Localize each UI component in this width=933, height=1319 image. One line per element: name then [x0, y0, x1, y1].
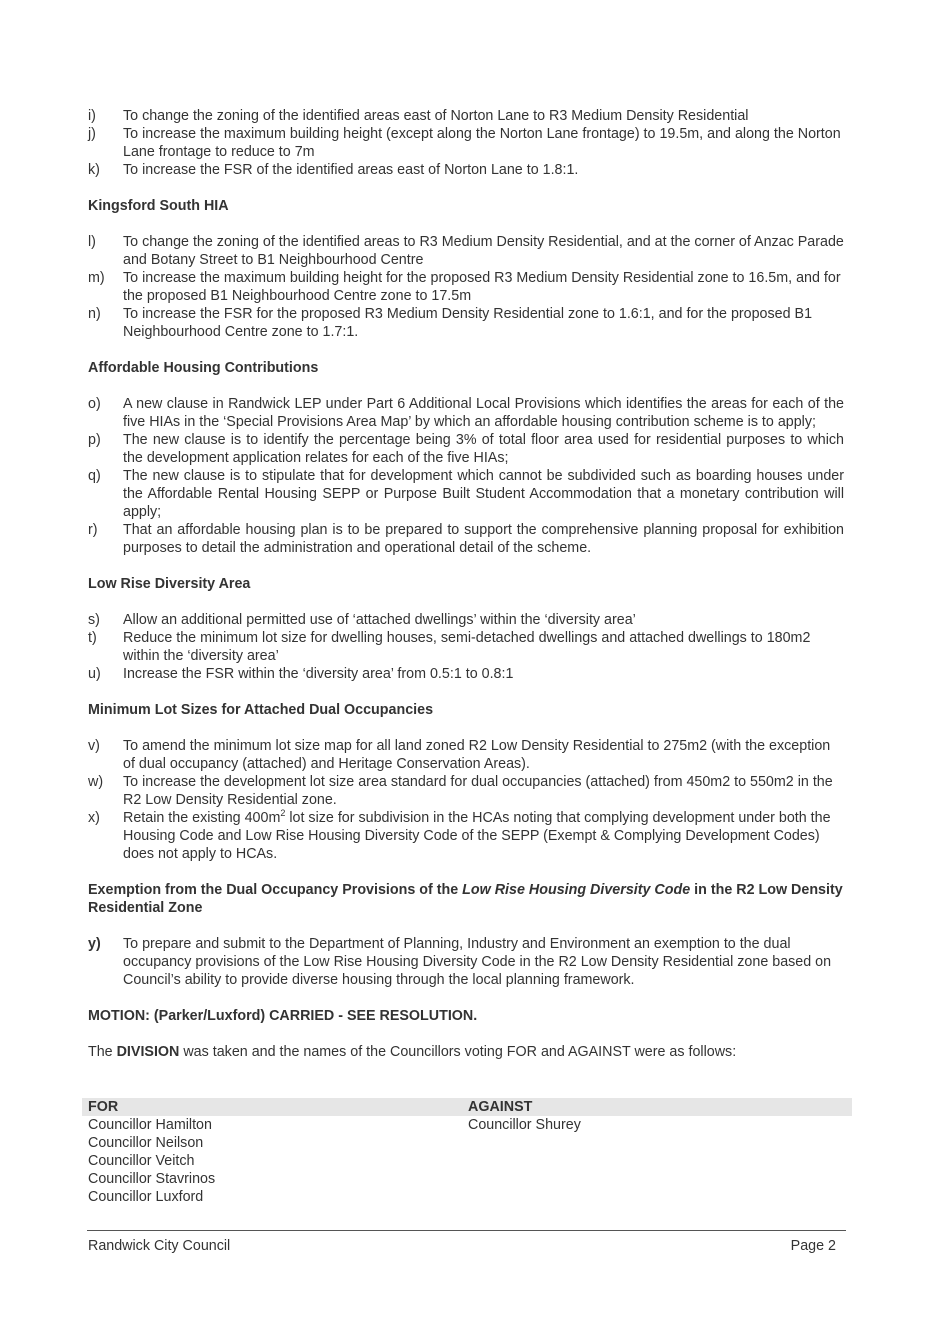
against-column: [468, 1116, 852, 1206]
against-header: AGAINST: [468, 1099, 533, 1115]
page-number: Page 2: [790, 1238, 836, 1254]
item-text: To increase the FSR of the identified areas east of Norton Lane to 1.8:1.: [123, 162, 579, 178]
list-item: [88, 935, 844, 989]
heading-part-1: Exemption from the Dual Occupancy Provisions of the: [88, 882, 463, 898]
item-text: The new clause is to identify the percentage being 3% of total floor area used for residential purposes to which the development application relates for each of the five HIAs;: [123, 432, 844, 466]
item-text: To change the zoning of the identified areas east of Norton Lane to R3 Medium Density Residential: [123, 108, 749, 124]
list-item: [88, 161, 844, 179]
item-marker: l): [88, 234, 96, 250]
item-marker: k): [88, 162, 100, 178]
item-text: To prepare and submit to the Department of Planning, Industry and Environment an exemption to the dual occupancy provisions of the Low Rise Housing Diversity Code in the R2 Low Density Residential zone based on Council’s ability to provide diverse housing through the local planning framework.: [123, 936, 832, 988]
list-item: [88, 233, 844, 269]
councillor-name: Councillor Hamilton: [88, 1117, 212, 1133]
footer-divider: [87, 1230, 846, 1231]
councillor-name: Councillor Stavrinos: [88, 1171, 216, 1187]
vote-table: [82, 1098, 852, 1206]
item-marker: t): [88, 630, 97, 646]
list-item: [88, 269, 844, 305]
motion-text: MOTION: (Parker/Luxford) CARRIED - SEE RESOLUTION.: [88, 1008, 478, 1024]
item-text: The new clause is to stipulate that for development which cannot be subdivided such as boarding houses under the Affordable Rental Housing SEPP or Purpose Built Student Accommodation that a monetary contribution will apply;: [123, 468, 844, 520]
footer-org: Randwick City Council: [88, 1238, 231, 1254]
councillor-name: Councillor Shurey: [468, 1117, 581, 1133]
list-section-1: [88, 107, 844, 179]
list-item: [88, 125, 844, 161]
division-before: The: [88, 1044, 117, 1060]
item-marker: x): [88, 810, 100, 826]
item-text: [123, 809, 844, 863]
item-text-before: Retain the existing 400m: [123, 810, 281, 826]
section-heading-affordable: Affordable Housing Contributions: [88, 360, 319, 376]
item-text: To increase the maximum building height (except along the Norton Lane frontage) to 19.5m, and along the Norton Lane frontage to reduce to 7m: [123, 126, 841, 160]
list-item: [88, 467, 844, 521]
item-marker: m): [88, 270, 105, 286]
item-marker: y): [88, 936, 101, 952]
division-text: [88, 1043, 844, 1061]
item-marker: s): [88, 612, 100, 628]
item-text-after: lot size for subdivision in the HCAs noting that complying development under both the Housing Code and Low Rise Housing Diversity Code of the SEPP (Exempt & Complying Development Codes) does not apply to HCAs.: [123, 810, 831, 862]
councillor-name: Councillor Neilson: [88, 1135, 204, 1151]
division-keyword: DIVISION: [116, 1044, 180, 1060]
superscript: 2: [280, 808, 286, 819]
section-heading-exemption: [88, 881, 844, 917]
item-marker: p): [88, 432, 101, 448]
section-heading-min-lot: Minimum Lot Sizes for Attached Dual Occupancies: [88, 702, 434, 718]
item-text: To increase the development lot size area standard for dual occupancies (attached) from 450m2 to 550m2 in the R2 Low Density Residential zone.: [123, 774, 833, 808]
section-heading-kingsford: Kingsford South HIA: [88, 198, 229, 214]
document-body: [88, 107, 844, 1061]
list-section-3: [88, 395, 844, 557]
for-header: FOR: [88, 1099, 119, 1115]
for-column: [82, 1116, 468, 1206]
item-text: To amend the minimum lot size map for all land zoned R2 Low Density Residential to 275m2 (with the exception of dual occupancy (attached) and Heritage Conservation Areas).: [123, 738, 831, 772]
page-footer: [88, 1237, 836, 1255]
item-text: Allow an additional permitted use of ‘attached dwellings’ within the ‘diversity area’: [123, 612, 636, 628]
item-text: Increase the FSR within the ‘diversity area’ from 0.5:1 to 0.8:1: [123, 666, 514, 682]
list-item: [88, 521, 844, 557]
item-marker: v): [88, 738, 100, 754]
item-marker: w): [88, 774, 104, 790]
item-text: Reduce the minimum lot size for dwelling houses, semi-detached dwellings and attached dwellings to 180m2 within the ‘diversity area’: [123, 630, 811, 664]
heading-italic: Low Rise Housing Diversity Code: [462, 882, 691, 898]
list-item: [88, 809, 844, 863]
item-text: To increase the maximum building height for the proposed R3 Medium Density Residential zone to 16.5m, and for the proposed B1 Neighbourhood Centre zone to 17.5m: [123, 270, 841, 304]
item-marker: i): [88, 108, 96, 124]
section-heading-low-rise: Low Rise Diversity Area: [88, 576, 251, 592]
item-marker: u): [88, 666, 101, 682]
item-marker: n): [88, 306, 101, 322]
list-section-4: [88, 611, 844, 683]
list-item: [88, 107, 844, 125]
list-section-5: [88, 737, 844, 863]
list-item: [88, 611, 844, 629]
item-marker: j): [88, 126, 96, 142]
list-item: [88, 629, 844, 665]
item-text: A new clause in Randwick LEP under Part 6 Additional Local Provisions which identifies the areas for each of the five HIAs in the ‘Special Provisions Area Map’ by which an affordable housing contribution scheme is to apply;: [123, 396, 844, 430]
item-marker: r): [88, 522, 98, 538]
list-item: [88, 665, 844, 683]
vote-table-body: [82, 1116, 852, 1206]
list-section-2: [88, 233, 844, 341]
item-text: To increase the FSR for the proposed R3 Medium Density Residential zone to 1.6:1, and for the proposed B1 Neighbourhood Centre zone to 1.7:1.: [123, 306, 813, 340]
item-text: To change the zoning of the identified areas to R3 Medium Density Residential, and at the corner of Anzac Parade and Botany Street to B1 Neighbourhood Centre: [123, 234, 844, 268]
list-item: [88, 395, 844, 431]
councillor-name: Councillor Veitch: [88, 1153, 195, 1169]
item-marker: o): [88, 396, 101, 412]
item-text: That an affordable housing plan is to be prepared to support the comprehensive planning proposal for exhibition purposes to detail the administration and operational detail of the scheme.: [123, 522, 844, 556]
list-item: [88, 305, 844, 341]
vote-table-header: [82, 1098, 852, 1116]
item-marker: q): [88, 468, 101, 484]
list-item: [88, 737, 844, 773]
councillor-name: Councillor Luxford: [88, 1189, 204, 1205]
division-after: was taken and the names of the Councillors voting FOR and AGAINST were as follows:: [179, 1044, 737, 1060]
list-item: [88, 773, 844, 809]
heading-part-2: in the R2 Low Density Residential Zone: [88, 882, 843, 916]
list-section-6: [88, 935, 844, 989]
list-item: [88, 431, 844, 467]
